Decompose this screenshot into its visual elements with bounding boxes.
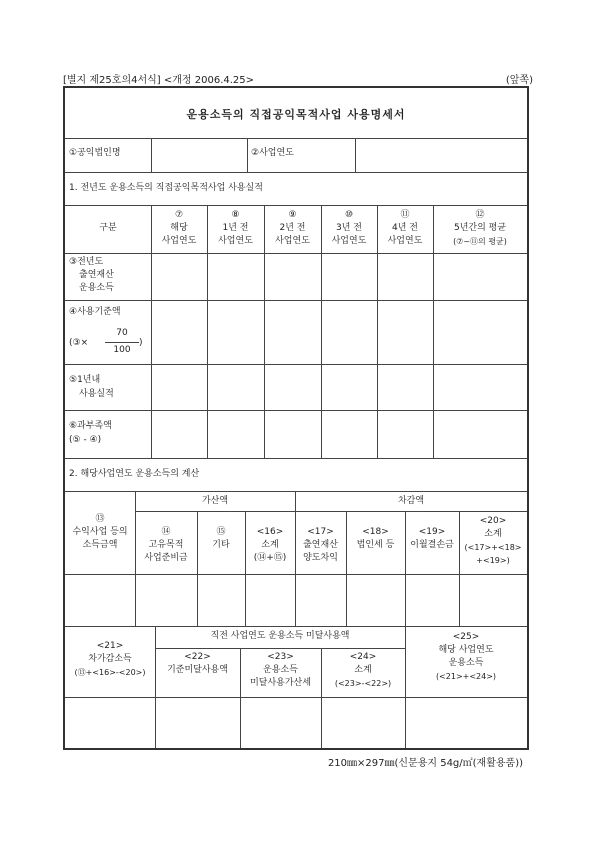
col12-num: ⑫ [475, 210, 485, 220]
col23-line1: 운용소득 [263, 665, 298, 675]
col24-line1: 소계 [354, 665, 372, 675]
row4-denominator: 100 [113, 345, 131, 355]
col25-line2: 운용소득 [448, 658, 484, 668]
col21-line2: (⑬+<16>-<20>) [74, 668, 146, 677]
col10-num: ⑩ [344, 210, 354, 220]
col7-line2: 사업연도 [161, 236, 197, 246]
row3-line2: 출연재산 [79, 270, 114, 280]
col11-line2: 사업연도 [387, 236, 423, 246]
col11-line1: 4년 전 [392, 223, 418, 233]
col9-line1: 2년 전 [279, 223, 306, 233]
col7-num: ⑦ [174, 210, 184, 220]
divider [65, 253, 527, 254]
col13-line2: 소득금액 [82, 540, 118, 550]
col12-line1: 5년간의 평균 [453, 223, 507, 233]
divider [135, 511, 527, 512]
col24-num: <24> [349, 652, 377, 662]
corp-name-label: ①공익법인명 [69, 148, 121, 158]
divider [65, 172, 527, 173]
col7-line1: 해당 [170, 223, 188, 233]
page-side-label: (앞쪽) [505, 75, 533, 86]
col16-line2: (⑭+⑮) [253, 553, 287, 563]
col23-line2: 미달사용가산세 [250, 678, 311, 688]
row4-suffix: ) [139, 338, 143, 348]
gubun-label: 구분 [99, 223, 117, 233]
col22-line1: 기준미달사용액 [167, 665, 228, 675]
col21-num: <21> [96, 641, 124, 651]
add-amount-label: 가산액 [201, 496, 229, 506]
divider [155, 648, 405, 649]
row4-line1: ④사용기준액 [69, 307, 121, 317]
col9-num: ⑨ [288, 210, 297, 220]
col20-num: <20> [479, 516, 507, 526]
subtract-amount-label: 차감액 [397, 496, 425, 506]
col20-line3: +<19>) [476, 556, 510, 565]
col10-line2: 사업연도 [331, 236, 367, 246]
col25-line1: 해당 사업연도 [438, 645, 494, 655]
col13-line1: 수익사업 등의 [72, 527, 128, 537]
col22-num: <22> [184, 652, 211, 662]
row4-numerator: 70 [116, 328, 128, 338]
unused-amount-label: 직전 사업연도 운용소득 미달사용액 [210, 631, 350, 641]
divider [247, 138, 248, 172]
col21-line1: 차가감소득 [88, 654, 132, 664]
fraction-bar [105, 342, 139, 343]
col15-num: ⑮ [216, 527, 226, 537]
col18-line1: 법인세 등 [356, 540, 395, 550]
col14-num: ⑭ [161, 527, 171, 537]
col20-line2: (<17>+<18> [464, 543, 522, 552]
col24-line2: (<23>-<22>) [334, 679, 392, 688]
business-year-label: ②사업연도 [251, 148, 294, 158]
col25-line3: (<21>+<24>) [435, 672, 497, 681]
divider [65, 410, 527, 411]
form-number: [별지 제25호의4서식] <개정 2006.4.25> [63, 75, 255, 86]
col16-num: <16> [256, 527, 284, 537]
section1-heading: 1. 전년도 운용소득의 직접공익목적사업 사용실적 [69, 183, 263, 193]
col17-num: <17> [307, 527, 334, 537]
divider [65, 458, 527, 459]
col14-line1: 고유목적 [148, 540, 184, 550]
col17-line2: 양도차익 [303, 553, 338, 563]
col19-num: <19> [418, 527, 446, 537]
col17-line1: 출연재산 [303, 540, 338, 550]
col8-line2: 사업연도 [218, 236, 253, 246]
col12-line2: (⑦~⑪의 평균) [453, 237, 507, 246]
form-container [63, 86, 529, 750]
divider [65, 138, 527, 139]
row3-line1: ③전년도 [69, 257, 104, 267]
divider [151, 138, 152, 172]
col19-line1: 이월결손금 [410, 540, 454, 550]
col23-num: <23> [267, 652, 294, 662]
row6-line2: (⑤ - ④) [69, 435, 102, 445]
divider [155, 626, 156, 748]
col13-num: ⑬ [95, 514, 105, 524]
col14-line2: 사업준비금 [144, 553, 188, 563]
divider [65, 205, 527, 206]
row6-line1: ⑥과부족액 [69, 421, 112, 431]
divider [65, 300, 527, 301]
row4-prefix: (③× [69, 338, 89, 348]
divider [355, 138, 356, 172]
col9-line2: 사업연도 [275, 236, 310, 246]
divider [65, 626, 527, 627]
divider [65, 364, 527, 365]
col10-line1: 3년 전 [336, 223, 362, 233]
col20-line1: 소계 [484, 529, 502, 539]
col15-line1: 기타 [212, 540, 230, 550]
col8-num: ⑧ [231, 210, 240, 220]
paper-spec-footer: 210㎜×297㎜(신문용지 54g/㎡(재활용품)) [327, 758, 523, 769]
col25-num: <25> [452, 632, 480, 642]
row5-line1: ⑤1년내 [69, 375, 101, 385]
form-title: 운용소득의 직접공익목적사업 사용명세서 [186, 108, 406, 121]
col8-line1: 1년 전 [222, 223, 249, 233]
section2-heading: 2. 해당사업연도 운용소득의 계산 [69, 469, 200, 479]
row5-line2: 사용실적 [79, 389, 114, 399]
row3-line3: 운용소득 [79, 283, 114, 293]
col18-num: <18> [362, 527, 389, 537]
divider [65, 697, 527, 698]
col16-line1: 소계 [261, 540, 279, 550]
col11-num: ⑪ [400, 210, 410, 220]
